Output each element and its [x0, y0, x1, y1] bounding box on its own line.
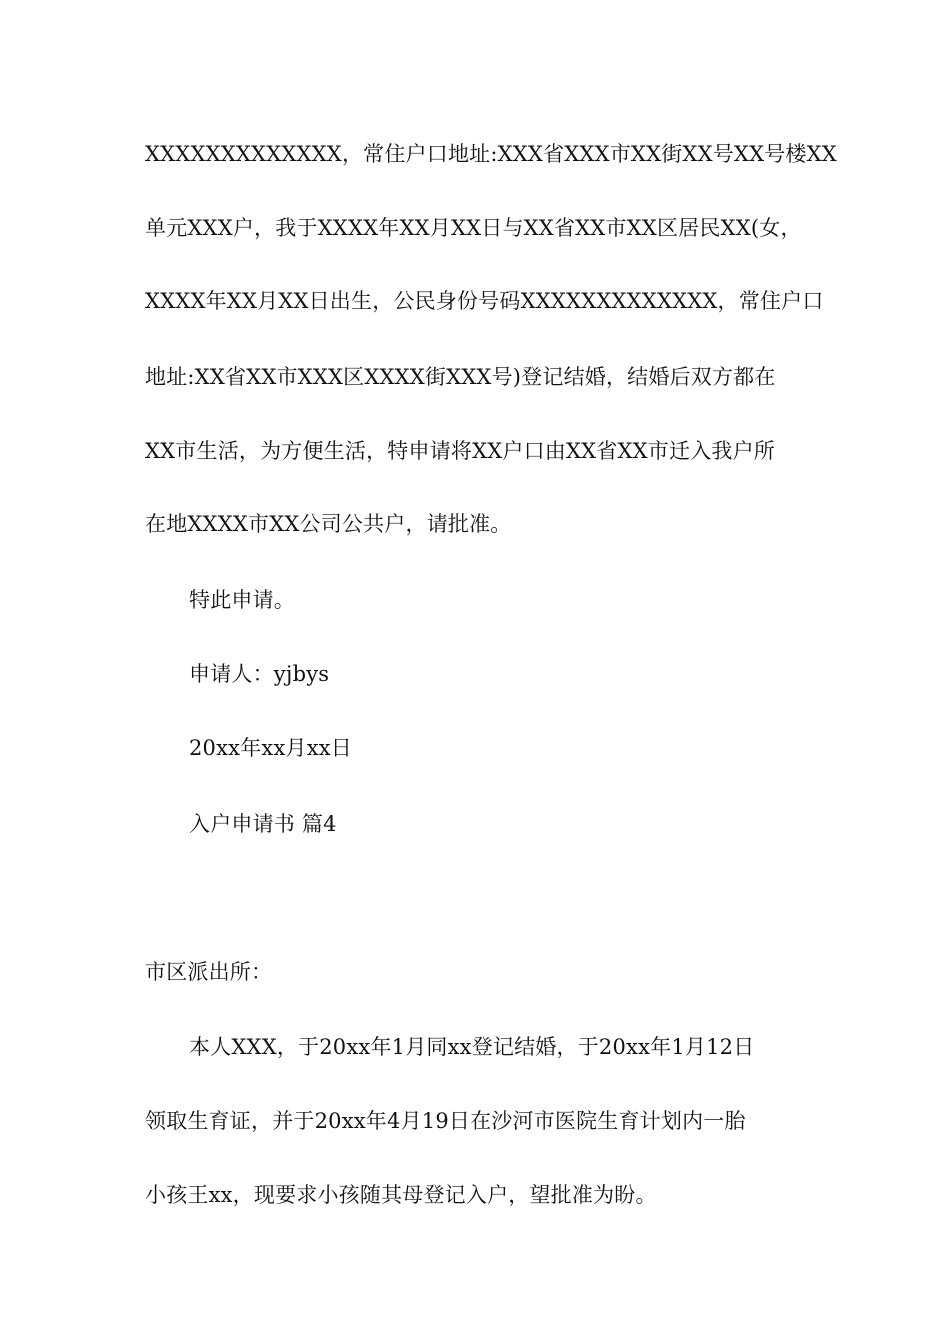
section-title: 入户申请书 篇4: [189, 812, 337, 836]
applicant-line: 申请人：yjbys: [189, 662, 330, 686]
paragraph-line: 本人XXX，于20xx年1月同xx登记结婚，于20xx年1月12日: [189, 1035, 755, 1059]
paragraph-line: 在地XXXX市XX公司公共户，请批准。: [145, 512, 512, 536]
date-line: 20xx年xx月xx日: [189, 736, 352, 760]
paragraph-line: 单元XXX户，我于XXXX年XX月XX日与XX省XX市XX区居民XX(女，: [145, 216, 802, 240]
closing-statement: 特此申请。: [189, 588, 295, 612]
paragraph-line: XXXX年XX月XX日出生，公民身份号码XXXXXXXXXXXXX，常住户口: [145, 289, 824, 313]
paragraph-line: XX市生活，为方便生活，特申请将XX户口由XX省XX市迁入我户所: [145, 439, 775, 463]
paragraph-line: XXXXXXXXXXXXX，常住户口地址:XXX省XXX市XX街XX号XX号楼XX: [145, 142, 837, 166]
addressee: 市区派出所：: [145, 960, 273, 984]
paragraph-line: 地址:XX省XX市XXX区XXXX街XXX号)登记结婚，结婚后双方都在: [145, 365, 776, 389]
paragraph-line: 领取生育证，并于20xx年4月19日在沙河市医院生育计划内一胎: [145, 1109, 746, 1133]
paragraph-line: 小孩王xx，现要求小孩随其母登记入户，望批准为盼。: [145, 1183, 657, 1207]
